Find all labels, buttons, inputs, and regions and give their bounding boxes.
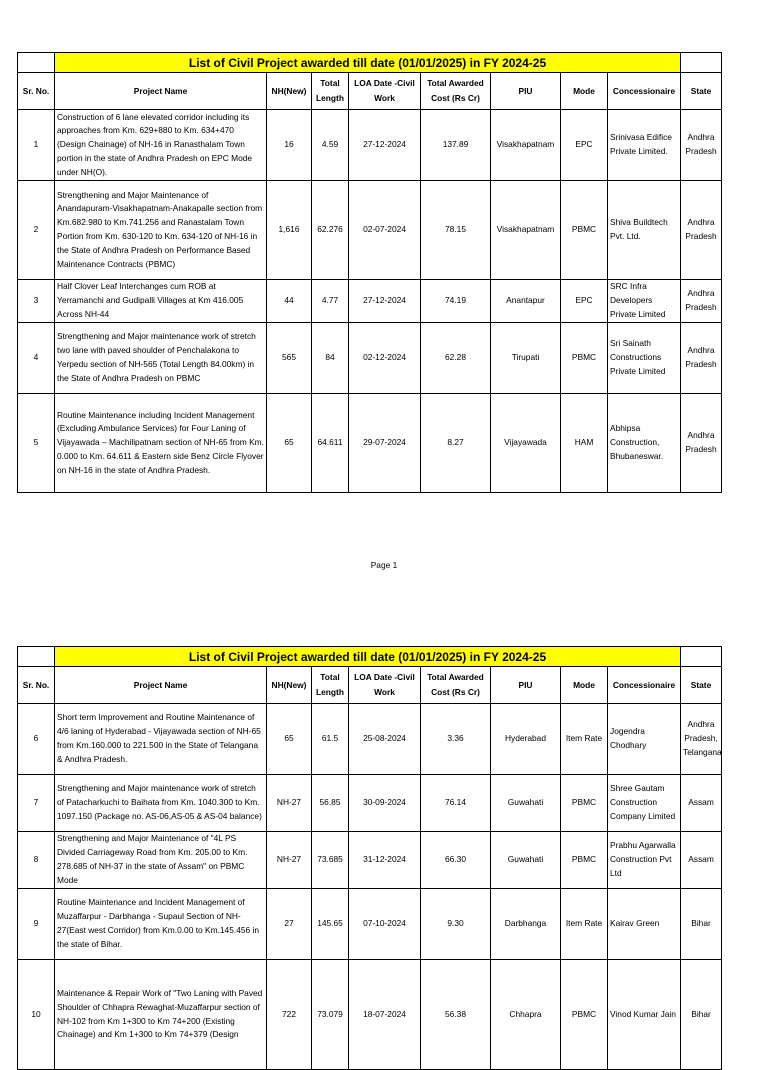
- col-header-sr: Sr. No.: [18, 73, 55, 110]
- cell-loa-date: 25-08-2024: [349, 704, 421, 775]
- cell-project-name: Strengthening and Major Maintenance of Anandapuram-Visakhapatnam-Anakapalle section from Km.682.980 to Km.741.256 and Ranastalam Town Portion from Km. 630-120 to Km. 634-120 of NH-16 in the State of Andhra Pradesh on Performance Based Maintenance Contracts (PBMC): [55, 181, 267, 280]
- cell-piu: Darbhanga: [491, 889, 561, 960]
- cell-concessionaire: Shree Gautam Construction Company Limited: [608, 775, 681, 832]
- cell-nh: 1,616: [267, 181, 312, 280]
- cell-concessionaire: Sri Sainath Constructions Private Limited: [608, 323, 681, 394]
- col-header-nh: NH(New): [267, 667, 312, 704]
- table-title: List of Civil Project awarded till date (01/01/2025) in FY 2024-25: [55, 647, 681, 667]
- cell-state: Andhra Pradesh: [681, 394, 722, 493]
- cell-mode: PBMC: [561, 960, 608, 1070]
- cell-loa-date: 29-07-2024: [349, 394, 421, 493]
- col-header-piu: PIU: [491, 73, 561, 110]
- cell-length: 64.611: [312, 394, 349, 493]
- cell-cost: 74.19: [421, 280, 491, 323]
- cell-concessionaire: Srinivasa Edifice Private Limited.: [608, 110, 681, 181]
- project-table-page2: [17, 646, 722, 1070]
- cell-cost: 9.30: [421, 889, 491, 960]
- cell-concessionaire: SRC Infra Developers Private Limited: [608, 280, 681, 323]
- cell-concessionaire: Abhipsa Construction, Bhubaneswar.: [608, 394, 681, 493]
- cell-mode: PBMC: [561, 323, 608, 394]
- cell-sr: 2: [18, 181, 55, 280]
- cell-sr: 3: [18, 280, 55, 323]
- cell-mode: PBMC: [561, 181, 608, 280]
- cell-concessionaire: Shiva Buildtech Pvt. Ltd.: [608, 181, 681, 280]
- cell-piu: Visakhapatnam: [491, 181, 561, 280]
- cell-nh: 722: [267, 960, 312, 1070]
- cell-project-name: Construction of 6 lane elevated corridor including its approaches from Km. 629+880 to Km. 634+470 (Design Chainage) of NH-16 in Ranasthalam Town portion in the state of Andhra Pradesh on EPC Mode under NH(O).: [55, 110, 267, 181]
- cell-loa-date: 30-09-2024: [349, 775, 421, 832]
- cell-sr: 7: [18, 775, 55, 832]
- cell-length: 73.685: [312, 832, 349, 889]
- cell-nh: 65: [267, 394, 312, 493]
- cell-nh: 44: [267, 280, 312, 323]
- table-row: [18, 889, 722, 960]
- col-header-length: Total Length: [312, 73, 349, 110]
- cell-concessionaire: Kairav Green: [608, 889, 681, 960]
- cell-loa-date: 02-07-2024: [349, 181, 421, 280]
- cell-state: Assam: [681, 775, 722, 832]
- cell-project-name: Short term Improvement and Routine Maintenance of 4/6 laning of Hyderabad - Vijayawada section of NH-65 from Km.160.000 to 221.500 in the State of Telangana & Andhra Pradesh.: [55, 704, 267, 775]
- cell-loa-date: 31-12-2024: [349, 832, 421, 889]
- cell-mode: HAM: [561, 394, 608, 493]
- cell-nh: NH-27: [267, 832, 312, 889]
- col-header-state: State: [681, 73, 722, 110]
- cell-sr: 4: [18, 323, 55, 394]
- cell-cost: 78.15: [421, 181, 491, 280]
- cell-piu: Visakhapatnam: [491, 110, 561, 181]
- cell-mode: Item Rate: [561, 704, 608, 775]
- cell-cost: 137.89: [421, 110, 491, 181]
- cell-loa-date: 18-07-2024: [349, 960, 421, 1070]
- cell-concessionaire: Jogendra Chodhary: [608, 704, 681, 775]
- cell-piu: Hyderabad: [491, 704, 561, 775]
- cell-state: Assam: [681, 832, 722, 889]
- col-header-project-name: Project Name: [55, 73, 267, 110]
- cell-state: Andhra Pradesh: [681, 323, 722, 394]
- cell-piu: Chhapra: [491, 960, 561, 1070]
- cell-project-name: Strengthening and Major maintenance work of stretch two lane with paved shoulder of Penchalakona to Yerpedu section of NH-565 (Total Length 84.00km) in the State of Andhra Pradesh on PBMC: [55, 323, 267, 394]
- cell-mode: PBMC: [561, 832, 608, 889]
- cell-project-name: Strengthening and Major maintenance work of stretch of Patacharkuchi to Baihata from Km. 1040.300 to Km. 1097.150 (Package no. AS-06,AS-05 & AS-04 balance): [55, 775, 267, 832]
- table-row: [18, 775, 722, 832]
- cell-length: 61.5: [312, 704, 349, 775]
- cell-sr: 6: [18, 704, 55, 775]
- header-row: [18, 667, 722, 704]
- cell-cost: 76.14: [421, 775, 491, 832]
- cell-piu: Tirupati: [491, 323, 561, 394]
- cell-length: 73.079: [312, 960, 349, 1070]
- cell-sr: 10: [18, 960, 55, 1070]
- cell-mode: EPC: [561, 280, 608, 323]
- cell-state: Bihar: [681, 889, 722, 960]
- table-row: [18, 704, 722, 775]
- cell-loa-date: 27-12-2024: [349, 280, 421, 323]
- cell-length: 62.276: [312, 181, 349, 280]
- cell-cost: 62.28: [421, 323, 491, 394]
- col-header-nh: NH(New): [267, 73, 312, 110]
- cell-nh: 27: [267, 889, 312, 960]
- cell-cost: 3.36: [421, 704, 491, 775]
- col-header-project-name: Project Name: [55, 667, 267, 704]
- cell-mode: Item Rate: [561, 889, 608, 960]
- cell-nh: 65: [267, 704, 312, 775]
- cell-length: 56.85: [312, 775, 349, 832]
- table-row: [18, 832, 722, 889]
- cell-length: 145.65: [312, 889, 349, 960]
- col-header-mode: Mode: [561, 667, 608, 704]
- cell-mode: PBMC: [561, 775, 608, 832]
- cell-project-name: Strengthening and Major Maintenance of "4L PS Divided Carriageway Road from Km. 205.00 to Km. 278.685 of NH-37 in the state of Assam" on PBMC Mode: [55, 832, 267, 889]
- cell-loa-date: 02-12-2024: [349, 323, 421, 394]
- cell-sr: 5: [18, 394, 55, 493]
- cell-nh: NH-27: [267, 775, 312, 832]
- cell-length: 4.59: [312, 110, 349, 181]
- cell-project-name: Routine Maintenance including Incident Management (Excluding Ambulance Services) for Four Laning of Vijayawada – Machilipatnam section of NH-65 from Km. 0.000 to Km. 64.611 & Eastern side Benz Circle Flyover on NH-16 in the state of Andhra Pradesh.: [55, 394, 267, 493]
- cell-length: 84: [312, 323, 349, 394]
- cell-loa-date: 07-10-2024: [349, 889, 421, 960]
- cell-nh: 16: [267, 110, 312, 181]
- col-header-piu: PIU: [491, 667, 561, 704]
- cell-state: Andhra Pradesh: [681, 280, 722, 323]
- cell-state: Andhra Pradesh: [681, 181, 722, 280]
- cell-project-name: Maintenance & Repair Work of "Two Laning with Paved Shoulder of Chhapra Rewaghat-Muzaffarpur section of NH-102 from Km 1+300 to Km 74+200 (Existing Chainage) and Km 1+300 to Km 74+379 (Design: [55, 960, 267, 1070]
- col-header-sr: Sr. No.: [18, 667, 55, 704]
- cell-piu: Anantapur: [491, 280, 561, 323]
- col-header-state: State: [681, 667, 722, 704]
- cell-piu: Vijayawada: [491, 394, 561, 493]
- cell-cost: 56.38: [421, 960, 491, 1070]
- col-header-cost: Total Awarded Cost (Rs Cr): [421, 73, 491, 110]
- cell-state: Andhra Pradesh, Telangana: [681, 704, 722, 775]
- cell-state: Bihar: [681, 960, 722, 1070]
- cell-mode: EPC: [561, 110, 608, 181]
- cell-length: 4.77: [312, 280, 349, 323]
- cell-sr: 8: [18, 832, 55, 889]
- col-header-length: Total Length: [312, 667, 349, 704]
- cell-loa-date: 27-12-2024: [349, 110, 421, 181]
- cell-state: Andhra Pradesh: [681, 110, 722, 181]
- cell-nh: 565: [267, 323, 312, 394]
- cell-concessionaire: Prabhu Agarwalla Construction Pvt Ltd: [608, 832, 681, 889]
- col-header-concessionaire: Concessionaire: [608, 667, 681, 704]
- col-header-loa-date: LOA Date -Civil Work: [349, 667, 421, 704]
- cell-cost: 8.27: [421, 394, 491, 493]
- cell-sr: 9: [18, 889, 55, 960]
- cell-piu: Guwahati: [491, 832, 561, 889]
- col-header-mode: Mode: [561, 73, 608, 110]
- col-header-cost: Total Awarded Cost (Rs Cr): [421, 667, 491, 704]
- cell-piu: Guwahati: [491, 775, 561, 832]
- page-number: Page 1: [370, 560, 398, 570]
- col-header-loa-date: LOA Date -Civil Work: [349, 73, 421, 110]
- table-title: List of Civil Project awarded till date (01/01/2025) in FY 2024-25: [55, 53, 681, 73]
- cell-cost: 66.30: [421, 832, 491, 889]
- cell-project-name: Half Clover Leaf Interchanges cum ROB at Yerramanchi and Gudipalli Villages at Km 416.005 Across NH-44: [55, 280, 267, 323]
- table-row: [18, 960, 722, 1070]
- cell-sr: 1: [18, 110, 55, 181]
- cell-concessionaire: Vinod Kumar Jain: [608, 960, 681, 1070]
- col-header-concessionaire: Concessionaire: [608, 73, 681, 110]
- cell-project-name: Routine Maintenance and Incident Management of Muzaffarpur - Darbhanga - Supaul Section of NH-27(East west Corridor) from Km.0.00 to Km.145.456 in the state of Bihar.: [55, 889, 267, 960]
